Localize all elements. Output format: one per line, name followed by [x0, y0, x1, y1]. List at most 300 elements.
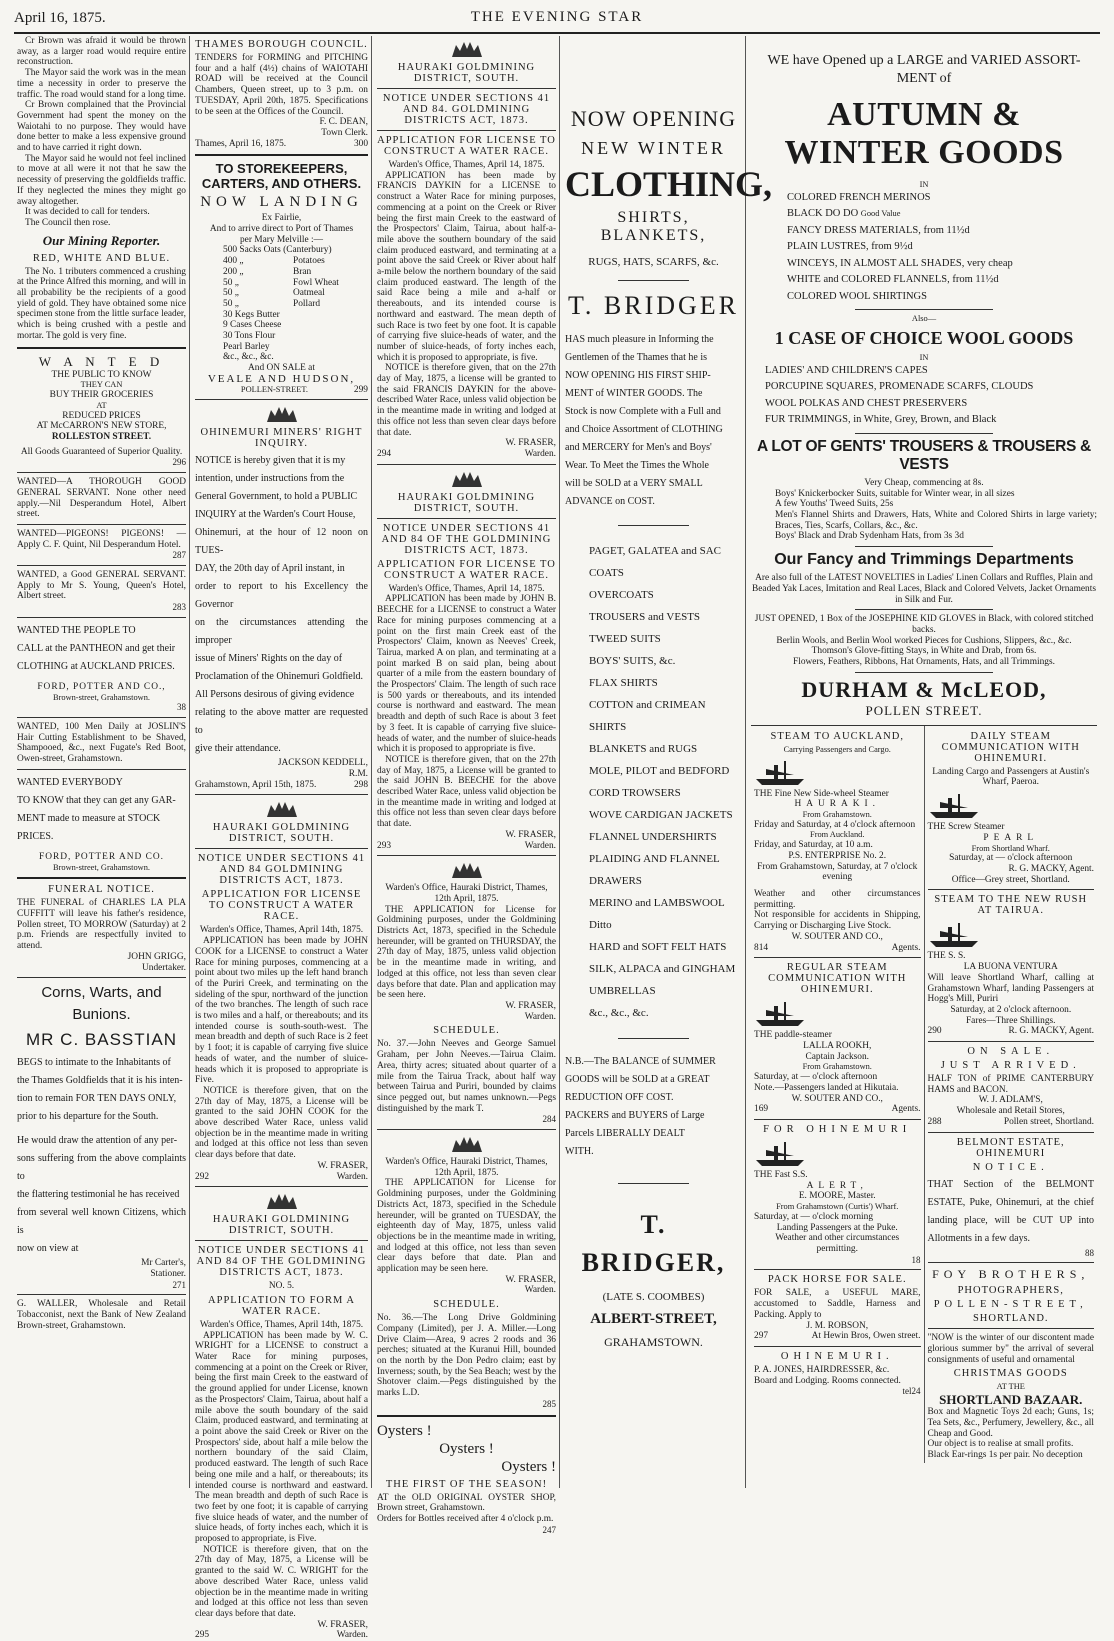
wright-notice: NOTICE is therefore given, that on the 27th day of May, 1875, a License will be granted to the said W. C. WRIGHT for the above described Water Race, unless valid objection be in the meantime made in writing and lodged at this office not less than seven clear days before that date.	[195, 1544, 368, 1619]
ad-line: Weather and other circumstances permitting.	[754, 889, 921, 910]
nb-line: Parcels LIBERALLY DEALT	[565, 1127, 685, 1139]
clothing-item: UMBRELLAS	[589, 984, 656, 997]
now-landing: NOW LANDING	[200, 194, 363, 211]
trousers-item: Boys' Black and Drab Sydenham Hats, from 3s 3d	[775, 531, 964, 542]
daily-steam-title: DAILY STEAM COMMUNICATION WITH OHINEMURI.	[941, 730, 1080, 764]
ad-line: Landing Cargo and Passengers at Austin's Wharf, Paeroa.	[932, 766, 1090, 788]
ad-line: sons suffering from the above complaints to	[17, 1153, 186, 1183]
bazaar-items: Box and Magnetic Toys 2d each; Guns, 1s; Tea Sets, &c., Perfumery, Jewellery, &c., all Cheap and Good.	[927, 1407, 1094, 1439]
signature: JOHN GRIGG,	[127, 951, 186, 962]
ad-line: And to arrive direct to Port of Thames	[209, 224, 354, 235]
ad-number: 285	[542, 1398, 556, 1409]
goods-row	[223, 342, 368, 353]
inquiry-line: NOTICE is hereby given that it is my	[195, 455, 346, 467]
signature: Stationer.	[150, 1268, 186, 1279]
steamer-icon	[754, 757, 806, 787]
paddle-steamer-icon	[754, 998, 806, 1028]
goods-name: Oatmeal	[293, 288, 325, 299]
ad-number: 300	[353, 138, 368, 149]
steam-auckland-title: STEAM TO AUCKLAND,	[770, 730, 904, 742]
clothing-item: BLANKETS and RUGS	[589, 742, 698, 755]
mining-reporter-title: Our Mining Reporter.	[42, 232, 161, 248]
ad-line: Saturday, at — o'clock afternoon	[949, 853, 1073, 864]
ad-number: 299	[353, 384, 368, 395]
signature: W. FRASER,	[317, 1160, 368, 1171]
ad-line: HALF TON of PRIME CANTERBURY HAMS and BACON.	[927, 1074, 1094, 1095]
ad-line: Landing Passengers at the Puke.	[776, 1222, 898, 1233]
schedule-text: No. 37.—John Neeves and George Samuel Graham, per John Neeves.—Tairua Claim. Area, thirty acres; situated about quarter of a mile from the Tairua Track, about half way between Tairua and Puriri, bounded by claims since pegged out, but names unknown.—Pegs distinguished by the mark T.	[377, 1039, 556, 1114]
pack-horse-title: PACK HORSE FOR SALE.	[767, 1274, 907, 1286]
goods-row	[223, 320, 368, 331]
bridger-line: and MERCERY for Men's and Boys'	[565, 441, 712, 453]
ad-line: THE Fine New Side-wheel Steamer	[754, 788, 889, 799]
just-arrived: JUST ARRIVED.	[940, 1060, 1081, 1072]
ad-line: Not responsible for accidents in Shipping, Carrying or Discharging Live Stock.	[754, 910, 921, 932]
signature: Agents.	[891, 942, 921, 953]
servant-ad: WANTED—A THOROUGH GOOD GENERAL SERVANT. None other need apply.—Nil Desperandum Hotel, Albert street.	[17, 477, 186, 520]
inquiry-line: give their attendance.	[195, 743, 281, 755]
ad-line: AT McCARRON'S NEW STORE,	[36, 421, 167, 432]
signature: W. SOUTER AND CO.,	[791, 1093, 883, 1104]
ad-line: Friday, and Saturday, at 10 a.m.	[754, 840, 873, 851]
masthead	[14, 6, 1100, 34]
nb-line: N.B.—The BALANCE of SUMMER	[565, 1055, 716, 1067]
goods-name: Bran	[293, 266, 312, 277]
late-coombes: (LATE S. COOMBES)	[602, 1290, 705, 1303]
notice-title: NOTICE UNDER SECTIONS 41 AND 84 OF THE GOLDMINING DISTRICTS ACT, 1873.	[381, 522, 552, 556]
goods-item: WINCEYS, IN ALMOST ALL SHADES, very cheap	[787, 257, 1013, 269]
oyster-ad	[377, 1422, 556, 1536]
goods-name: Potatoes	[293, 256, 325, 267]
issue-date: April 16, 1875.	[14, 10, 106, 26]
goods-row	[223, 278, 368, 289]
ad-line: FORD, POTTER AND CO.,	[37, 681, 166, 692]
goods-qty: 9 Cases Cheese	[223, 320, 282, 331]
ad-line: From Shortland Wharf.	[971, 843, 1050, 853]
goods-item-text: BLACK DO DO	[787, 208, 859, 220]
clothing-item: MERINO and LAMBSWOOL	[589, 896, 725, 909]
goods-qty: 50 „	[223, 288, 239, 299]
trousers-item: A few Youths' Tweed Suits, 25s	[775, 499, 894, 510]
fancy-title: Our Fancy and Trimmings Departments	[774, 551, 1074, 569]
ad-line: THE Fast S.S.	[754, 1169, 808, 1180]
inquiry-line: Proclamation of the Ohinemuri Goldfield.	[195, 671, 364, 683]
signature: Warden.	[524, 1011, 556, 1022]
ad-line: Saturday, at — o'clock morning	[754, 1211, 874, 1222]
bazaar-text: "NOW is the winter of our discontent made glorious summer by" the arrival of several consignments of useful and ornamental	[927, 1333, 1094, 1365]
royal-crest-icon	[265, 1191, 299, 1211]
ad-line: Also—	[911, 314, 937, 324]
ad-number: 287	[172, 550, 186, 561]
goods-row	[223, 299, 368, 310]
ad-line: Note.—Passengers landed at Hikutaia.	[754, 1082, 899, 1093]
ad-line: Captain Jackson.	[805, 1051, 870, 1062]
signature: Mr Carter's,	[141, 1258, 186, 1269]
wool-item: WOOL POLKAS AND CHEST PRESERVERS	[765, 397, 968, 409]
ad-number: 169	[754, 1104, 769, 1115]
council-text: TENDERS for FORMING and PITCHING four and a half (4½) chains of WAIOTAHI ROAD will be received at the Council Chambers, Queen street, up to 3 p.m. on TUESDAY, April 20th, 1875. Specifications to be seen at the Offices of the Council.	[195, 53, 368, 117]
clothing-item: DRAWERS	[589, 874, 642, 887]
inquiry-line: issue of Miners' Rights on the day of	[195, 653, 343, 665]
trousers-item: Men's Flannel Shirts and Drawers, Hats, White and Colored Shirts in large variety; Braces, Ties, Scarfs, Collars, &c., &c.	[775, 510, 1097, 531]
new-winter: NEW WINTER	[581, 138, 726, 158]
ad-line: E. MOORE, Master.	[798, 1191, 876, 1202]
clothing-item: TWEED SUITS	[589, 632, 661, 645]
district-title: HAURAKI GOLDMINING DISTRICT, SOUTH.	[212, 1214, 351, 1237]
rwb-title: RED, WHITE AND BLUE.	[32, 252, 171, 264]
ad-line: FOR SALE, a USEFUL MARE, accustomed to Saddle, Harness and Packing. Apply to	[754, 1288, 921, 1320]
clothing-item: PAGET, GALATEA and SAC	[589, 544, 722, 557]
ad-line: BEGS to intimate to the Inhabitants of	[17, 1057, 171, 1069]
ad-line: WANTED EVERYBODY	[17, 776, 123, 788]
foy-shortland: SHORTLAND.	[972, 1313, 1049, 1325]
goods-qty: 50 „	[223, 298, 239, 309]
ad-line: the Thames Goldfields that it is his inten-	[17, 1075, 183, 1087]
storekeepers-title: TO STOREKEEPERS, CARTERS, AND OTHERS.	[201, 161, 362, 192]
goods-item: FANCY DRESS MATERIALS, from 11½d	[787, 224, 970, 236]
report-paragraph: The Mayor said the work was in the mean time a necessity in order to preserve the traffic. The road would stand for a long time.	[17, 68, 186, 100]
column-2	[192, 36, 372, 1641]
goods-name: Fowl Wheat	[293, 277, 339, 288]
rwb-text: The No. 1 tributers commenced a crushing at the Prince Alfred this morning, and will in all probability be the recipients of a good yield of gold. They have obtained some nice specimen stone from the little surface leader, which is being crushed with a pestle and mortar. The gold is very fine.	[17, 266, 186, 341]
ad-number: 283	[172, 602, 186, 613]
clothing-item: MOLE, PILOT and BEDFORD	[589, 764, 730, 777]
ad-line: Saturday, at — o'clock afternoon	[754, 1072, 878, 1083]
inquiry-line: Ohinemuri, at the hour of 12 noon on TUES-	[195, 527, 368, 557]
gloves-line: JUST OPENED, 1 Box of the JOSEPHINE KID GLOVES in Black, with colored stitched backs.	[754, 614, 1094, 635]
on-sale-title: ON SALE.	[967, 1046, 1055, 1058]
ad-line: From Grahamstown, Saturday, at 7 o'clock evening	[757, 861, 918, 883]
ad-line: From Grahamstown.	[802, 1062, 872, 1072]
ad-line: PRICES.	[17, 830, 54, 842]
wool-item: LADIES' AND CHILDREN'S CAPES	[765, 364, 928, 376]
ad-number: 297	[754, 1331, 769, 1342]
daykin-notice: NOTICE is therefore given, that on the 27th day of May, 1875, a license will be granted to the said FRANCIS DAYKIN for the above-described Water Race, unless valid objection be in the meantime made in writing and lodged at this office not less than seven clear days before that date.	[377, 363, 556, 438]
basstian-body	[17, 1054, 186, 1290]
royal-crest-icon	[450, 39, 484, 59]
signature: Warden.	[336, 1630, 368, 1641]
signature: At Hewin Bros, Owen street.	[811, 1331, 921, 1342]
inquiry-line: INQUIRY at the Warden's Court House,	[195, 509, 356, 521]
ad-line: now on view at	[17, 1243, 79, 1255]
ad-line: IN	[919, 353, 929, 363]
schedule-title: SCHEDULE.	[433, 1299, 500, 1311]
inquiry-line: DAY, the 20th day of April instant, in	[195, 563, 345, 575]
ad-line: He would draw the attention of any per-	[17, 1135, 178, 1147]
shortland-bazaar: SHORTLAND BAZAAR.	[939, 1392, 1083, 1408]
ad-line: tion to remain FOR TEN DAYS ONLY,	[17, 1093, 177, 1105]
ad-line: the flattering testimonial he has received	[17, 1189, 180, 1201]
steamer-icon	[754, 1138, 806, 1168]
ad-line: Orders for Bottles received after 4 o'clock p.m.	[377, 1513, 554, 1524]
ad-line: IN	[919, 180, 929, 189]
warden-office: Warden's Office, Thames, April 14th, 1875.	[199, 925, 364, 936]
schedule-title: SCHEDULE.	[433, 1025, 500, 1037]
shipping-right	[925, 726, 1098, 1463]
ad-number: 288	[927, 1116, 942, 1127]
daykin-application: APPLICATION has been made by FRANCIS DAYKIN for a LICENSE to construct a Water Race for mining purposes, commencing at a point on the Creek or River being the first main Creek to the eastward of the Prospectors' Claim, Tairua, about half-a-mile above the southern boundary of the said claim produced eastward, and terminating at a point above the said Creek or River about half a-mile below the northern boundary of the said claim produced eastward. The length of the said Race being a mile and a-half or thereabouts, and its intended course is northward and eastward. The mean depth of such Race is two feet by one foot. It is capable of carrying five sluice-heads of water, and the number of sluice-heads, of forty inches each, which it is proposed to appropriate, is five.	[377, 170, 556, 363]
column-5	[748, 36, 1100, 1488]
ad-line: Brown-street, Grahamstown.	[53, 862, 150, 872]
royal-crest-icon	[265, 404, 299, 424]
ad-line: THE Screw Steamer	[927, 822, 1005, 833]
ohinemuri-title: OHINEMURI.	[780, 1350, 894, 1362]
clothing-item: Ditto	[589, 918, 612, 931]
nb-line: WITH.	[565, 1145, 594, 1157]
ad-number: 290	[927, 1026, 942, 1037]
signature: R.M.	[348, 768, 368, 779]
clothing-title: CLOTHING,	[565, 164, 773, 204]
warden-office: Warden's Office, Thames, April 14, 1875.	[388, 160, 545, 170]
rugs-hats: RUGS, HATS, SCARFS, &c.	[588, 256, 719, 268]
goods-qty: 50 „	[223, 277, 239, 288]
schedule-text: No. 36.—The Long Drive Goldmining Company (Limited), per J. A. Miller.—Long Drive Claim—Area, 9 acres 2 roods and 36 perches; situated at the Kuranui Hill, bounded on the north by the Don Pedro claim; east by Inverness; south, by the Sea Beach; west by the Shotover claim.—Pegs distinguished by the marks L.D.	[377, 1313, 556, 1399]
miners-inquiry-text	[195, 452, 368, 758]
ad-line: Friday and Saturday, at 4 o'clock afternoon	[754, 819, 916, 830]
clothing-item: WOVE CARDIGAN JACKETS	[589, 808, 733, 821]
bridger-line: HAS much pleasure in Informing the	[565, 333, 714, 345]
notice-title: NOTICE UNDER SECTIONS 41 AND 84 OF THE GOLDMINING DISTRICTS ACT, 1873.	[196, 1245, 367, 1279]
ad-number: 814	[754, 942, 769, 953]
long-drive-notice: THE APPLICATION for License for Goldmining purposes, under the Goldmining Districts Act, 1873, specified in the Schedule hereunder, will be granted on TUESDAY, the eighteenth day of May, 1875, unless valid objections be in the meantime made in writing, and lodged at this office, not less than seven clear days before that date. Plan and application may be seen here.	[377, 1178, 556, 1275]
royal-crest-icon	[450, 860, 484, 880]
ad-number: 18	[911, 1254, 921, 1265]
inquiry-line: relating to the above matter are requested to	[195, 707, 368, 737]
goods-qty: Pearl Barley	[223, 341, 270, 352]
ad-line: POLLEN-STREET.	[240, 384, 308, 394]
regular-steam-title: REGULAR STEAM COMMUNICATION WITH OHINEMURI.	[768, 962, 907, 996]
goods-qty: 30 Kegs Butter	[223, 309, 280, 320]
ad-line: TO KNOW that they can get any GAR-	[17, 794, 176, 806]
bridger-line: Gentlemen of the Thames that he is	[565, 351, 707, 363]
gloves-line: Berlin Wools, and Berlin Wool worked Pieces for Cushions, Slippers, &c., &c.	[776, 635, 1072, 646]
nb-line: PACKERS and BUYERS of Large	[565, 1109, 705, 1121]
ad-line: AT	[96, 400, 107, 410]
cook-notice: NOTICE is therefore given, that on the 27th day of May, 1875, a License will be granted to the said JOHN COOK for the above described Water Race, unless valid objection be in the meantime made in writing and lodged at this office not less than seven clear days before that date.	[195, 1085, 368, 1161]
goods-item: COLORED WOOL SHIRTINGS	[787, 290, 927, 302]
clothing-item: BOYS' SUITS, &c.	[589, 654, 676, 667]
wool-list	[751, 363, 1097, 429]
goods-qty: 30 Tons Flour	[223, 331, 276, 342]
ad-line: Will leave Shortland Wharf, calling at Grahamstown Wharf, landing Passengers at Hogg's Mill, Puriri	[927, 972, 1094, 1005]
ad-line: Saturday, at 2 o'clock afternoon.	[950, 1004, 1072, 1015]
tairua-claim-notice: THE APPLICATION for License for Goldmining purposes, under the Goldmining Districts Act, 1873, specified in the Schedule hereunder, will be granted on THURSDAY, the 27th day of May, 1875, unless valid objection be in the meantime made in writing, and lodged at this office, not less than seven clear days before that date. Plan and application may be seen here.	[377, 904, 556, 1001]
general-servant-ad: WANTED, a Good GENERAL SERVANT. Apply to Mr S. Young, Queen's Hotel, Albert street.	[17, 570, 186, 602]
ad-line: All Goods Guaranteed of Superior Quality.	[20, 446, 183, 457]
warden-office: Warden's Office, Hauraki District, Thames, 12th April, 1875.	[385, 1157, 548, 1178]
funeral-text: THE FUNERAL of CHARLES LA PLA CUFFITT will leave his father's residence, Pollen street, TO MORROW (Saturday) at 2 p.m. Friends are respectfully invited to attend.	[17, 898, 186, 952]
trousers-title: A LOT OF GENTS' TROUSERS & TROUSERS & VESTS	[757, 437, 1091, 473]
ship-name: LA BUONA VENTURA	[963, 962, 1058, 973]
ad-line: BUY THEIR GROCERIES	[49, 390, 154, 401]
wright-application: APPLICATION has been made by W. C. WRIGHT for a LICENSE to construct a Water Race for mining purposes, commencing at a point on the Creek or River, being the first main Creek to the eastward of the ground applied for under License, known as the Prospectors' Claim, Tairua, about half a mile above the south boundary of the said Claim, produced eastward, and terminating at a point above the said Creek or River on the Prospectors' side, about half a mile below the northern boundary of the said Claim, produced eastward. The length of such Race being one mile and a half, or thereabouts; its intended course is northward and eastward. The mean breadth and depth of such Race is two feet by one foot; it is capable of carrying five sluice heads of water, and the number of sluice heads, of forty inches each, which it is proposed to appropriate, is Five.	[195, 1330, 368, 1545]
ad-number: 293	[377, 840, 392, 851]
inquiry-line: order to report to his Excellency the Governor	[195, 581, 368, 611]
bridger-nb	[565, 1053, 742, 1161]
now-opening: NOW OPENING	[570, 106, 737, 131]
bridger-items	[565, 540, 742, 1024]
ship-name: PEARL	[983, 832, 1039, 843]
report-paragraph: The Council then rose.	[25, 217, 111, 228]
wool-goods-title: 1 CASE OF CHOICE WOOL GOODS	[774, 328, 1074, 349]
ad-line: per Mary Melville :—	[239, 234, 324, 245]
corns-title-2: Bunions.	[72, 1006, 131, 1024]
bridger-line: Wear. To Meet the Times the Whole	[565, 459, 709, 471]
wanted-heading: W A N T E D	[38, 353, 165, 369]
ad-line: Very Cheap, commencing at 8s.	[864, 477, 984, 488]
goods-qty: 500 Sacks Oats (Canterbury)	[223, 245, 332, 256]
signature: W. FRASER,	[505, 829, 556, 840]
veale-hudson: VEALE AND HUDSON,	[207, 372, 356, 385]
signature: W. SOUTER AND CO.,	[791, 931, 883, 942]
belmont-text: THAT Section of the BELMONT ESTATE, Puke, Ohinemuri, at the chief landing place, will be CUT UP into Allotments in a few days.	[927, 1178, 1094, 1244]
signature: Warden.	[524, 840, 556, 851]
goods-item	[787, 206, 1097, 223]
ad-line: THEY CAN	[80, 380, 123, 390]
signature: JACKSON KEDDELL,	[277, 758, 368, 769]
ad-line: Brown-street, Grahamstown.	[53, 692, 150, 702]
ad-line: THE paddle-steamer	[754, 1030, 832, 1041]
report-paragraph: Cr Brown was afraid it would be thrown away, as a larger road would require entire reconstruction.	[17, 36, 186, 68]
notice-title: NOTICE.	[972, 1161, 1049, 1173]
signature: W. FRASER,	[505, 1001, 556, 1011]
ship-name: LALLA ROOKH,	[803, 1040, 872, 1051]
ad-line: AT the OLD ORIGINAL OYSTER SHOP, Brown street, Grahamstown.	[377, 1492, 556, 1514]
inquiry-line: on the circumstances attending the improper	[195, 617, 368, 647]
pigeons-ad: WANTED—PIGEONS! PIGEONS! — Apply C. F. Quint, Nil Desperandum Hotel.	[17, 528, 186, 550]
signature: Undertaker.	[142, 962, 186, 973]
ad-line: And ON SALE at	[248, 363, 315, 374]
ad-date: Grahamstown, April 15th, 1875.	[195, 779, 317, 790]
clothing-item: FLAX SHIRTS	[589, 676, 658, 689]
ad-number: 294	[377, 448, 392, 459]
royal-crest-icon	[450, 1134, 484, 1154]
ad-line: THE PUBLIC TO KNOW	[51, 369, 152, 380]
grahamstown: GRAHAMSTOWN.	[604, 1335, 703, 1350]
report-paragraph: It was decided to call for tenders.	[25, 207, 150, 218]
belmont-title: BELMONT ESTATE, OHINEMURI	[956, 1136, 1065, 1159]
ad-number: 296	[172, 457, 186, 468]
ad-number: 292	[195, 1171, 210, 1182]
signature: W. FRASER,	[317, 1619, 368, 1630]
ad-line: From Grahamstown.	[802, 809, 872, 819]
tairua-steam-title: STEAM TO THE NEW RUSH AT TAIRUA.	[934, 894, 1088, 917]
newspaper-title: THE EVENING STAR	[470, 9, 644, 25]
goods-row	[223, 245, 368, 256]
ad-line: FORD, POTTER AND CO.	[39, 851, 164, 862]
nb-line: REDUCTION OFF COST.	[565, 1091, 674, 1103]
ad-line: Weather and other circumstances permitting.	[775, 1233, 900, 1254]
bridger-line: ADVANCE on COST.	[565, 495, 655, 507]
corns-title: Corns, Warts, and	[41, 984, 162, 1002]
gloves-line: Flowers, Feathers, Ribbons, Hat Ornaments, Hats, and all Trimmings.	[793, 657, 1055, 668]
application-title: APPLICATION FOR LICENSE TO CONSTRUCT A WATER RACE.	[377, 135, 556, 157]
jones-ad: P. A. JONES, HAIRDRESSER, &c.	[754, 1364, 890, 1375]
ad-line: From Auckland.	[810, 830, 865, 840]
ad-number: 298	[353, 779, 368, 790]
wanted-public-ad	[17, 354, 186, 469]
ad-number: 284	[542, 1114, 556, 1125]
clothing-item: CORD TROWSERS	[589, 786, 681, 799]
ad-line: THE S. S.	[927, 951, 966, 962]
shirts-blankets: SHIRTS, BLANKETS,	[600, 209, 707, 244]
goods-item: COLORED FRENCH MERINOS	[787, 191, 931, 203]
warden-office: Warden's Office, Thames, April 14th, 1875.	[199, 1319, 364, 1330]
goods-row	[223, 288, 368, 299]
clothing-item: FLANNEL UNDERSHIRTS	[589, 830, 717, 843]
ad-line: prior to his departure for the South.	[17, 1111, 159, 1123]
royal-crest-icon	[450, 469, 484, 489]
report-paragraph: Cr Brown complained that the Provincial Government had spent the money on the Waiotahi to no purpose. They would have done better to make a less expensive ground and to have carried it right down.	[17, 100, 186, 154]
ad-line: Black Ear-rings 1s per pair. No deception	[927, 1450, 1083, 1461]
goods-list	[195, 245, 368, 363]
bridger-line: NOW OPENING HIS FIRST SHIP-	[565, 369, 711, 381]
signature: Town Clerk.	[321, 127, 368, 138]
clothing-item: COATS	[589, 566, 624, 579]
joslin-ad: WANTED, 100 Men Daily at JOSLIN'S Hair Cutting Establishment to be Shaved, Shampooed, &c., next Fugate's Red Boot, Owen-street, Grahamstown.	[17, 722, 186, 765]
trousers-item: Boys' Knickerbocker Suits, suitable for Winter wear, in all sizes	[775, 488, 1015, 499]
clothing-item: OVERCOATS	[589, 588, 654, 601]
ad-line: Fares—Three Shillings.	[965, 1015, 1056, 1026]
bridger-line: MENT of WINTER GOODS. The	[565, 387, 703, 399]
ad-number: tel24	[902, 1386, 921, 1397]
district-title: HAURAKI GOLDMINING DISTRICT, SOUTH.	[397, 491, 536, 514]
goods-qty: 200 „	[223, 266, 244, 277]
signature: Warden.	[336, 1171, 368, 1182]
ad-line: REDUCED PRICES	[62, 410, 141, 421]
ad-line: Board and Lodging. Rooms connected.	[754, 1375, 901, 1386]
signature: R. G. MACKY, Agent.	[1008, 1026, 1094, 1037]
pollen-street: POLLEN STREET.	[865, 702, 983, 718]
ad-date: Thames, April 16, 1875.	[195, 138, 287, 149]
royal-crest-icon	[265, 799, 299, 819]
district-title: HAURAKI GOLDMINING DISTRICT, SOUTH.	[397, 62, 536, 84]
goods-row	[223, 256, 368, 267]
ship-name: ALERT,	[806, 1180, 868, 1191]
clothing-item: COTTON and CRIMEAN SHIRTS	[589, 698, 706, 733]
steamer-icon	[928, 790, 980, 820]
signature: Warden.	[524, 1285, 556, 1296]
ad-line: Ex Fairlie,	[261, 213, 302, 224]
ad-number: 88	[1085, 1247, 1094, 1258]
notice-number: NO. 5.	[268, 1281, 295, 1292]
clothing-item: &c., &c., &c.	[589, 1006, 649, 1019]
beeche-notice: NOTICE is therefore given, that on the 27th day of May, 1875, a License will be granted to the said JOHN B. BEECHE for the above described Water Race, unless valid objection be in the meantime made in writing and lodged at this office not less than seven clear days before that date.	[377, 754, 556, 830]
good-value: Good Value	[860, 209, 901, 219]
assortment-line: WE have Opened up a LARGE and VARIED ASSORT-	[767, 53, 1081, 68]
signature: Wholesale and Retail Stores,	[956, 1106, 1065, 1117]
for-ohinemuri-title: FOR OHINEMURI	[763, 1123, 912, 1135]
bridger-line: Stock is now Complete with a Full and	[565, 405, 721, 417]
inquiry-line: General Government, to hold a PUBLIC	[195, 491, 358, 503]
council-title: THAMES BOROUGH COUNCIL.	[195, 39, 368, 50]
wool-item: PORCUPINE SQUARES, PROMENADE SCARFS, CLOUDS	[765, 381, 1034, 393]
ad-line: From Grahamstown (Curtis') Wharf.	[776, 1202, 899, 1212]
ad-line: MENT made to measure at STOCK	[17, 812, 161, 824]
signature: R. G. MACKY, Agent.	[1008, 864, 1094, 875]
ad-line: WANTED THE PEOPLE TO	[17, 624, 136, 636]
ad-line: from several well known Citizens, which is	[17, 1207, 186, 1237]
oysters-line: Oysters !	[501, 1458, 556, 1475]
ad-line: CALL at the PANTHEON and get their	[17, 642, 176, 654]
gloves-line: Thomson's Glove-fitting Stays, in White and Drab, from 6s.	[811, 646, 1037, 657]
ship-name: P.S. ENTERPRISE No. 2.	[788, 850, 887, 861]
bridger-signature: T. BRIDGER,	[581, 1209, 726, 1277]
notice-title: NOTICE UNDER SECTIONS 41 AND 84. GOLDMINING DISTRICTS ACT, 1873.	[382, 93, 551, 126]
goods-qty: &c., &c., &c.	[223, 352, 274, 363]
report-paragraph: The Mayor said he would not feel inclined to move at all were it not that he saw the necessity of preserving the goldfields traffic. If they neglected the mines they might go away altogether.	[17, 153, 186, 207]
goods-list	[751, 190, 1097, 306]
